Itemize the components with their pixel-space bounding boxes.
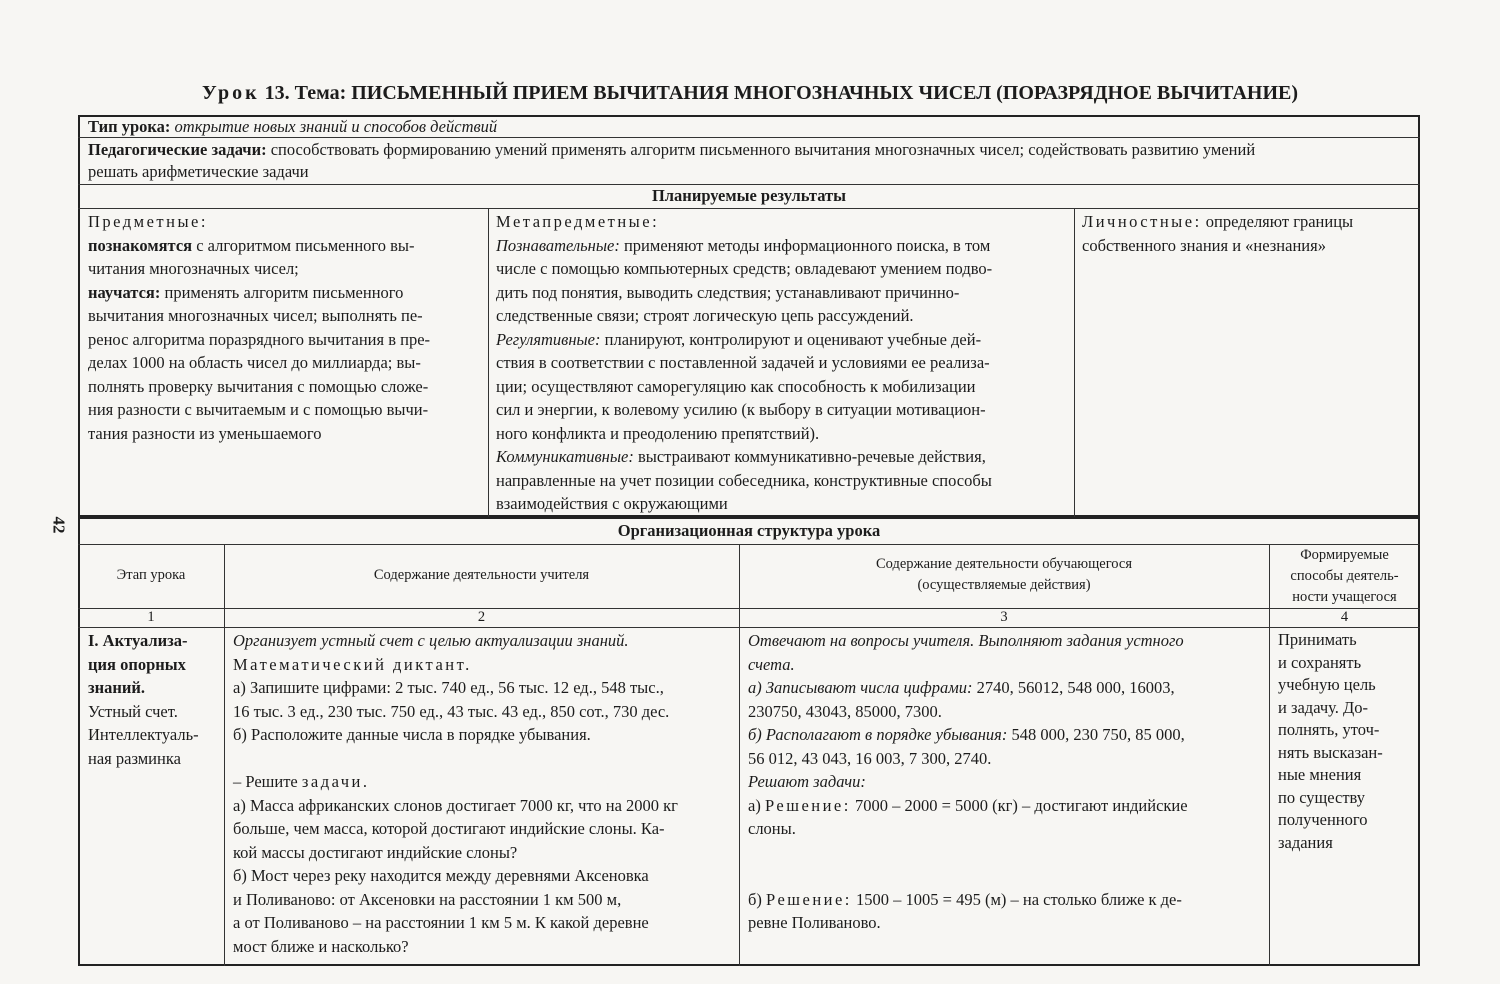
- teacher-activity-cell: [233, 629, 737, 958]
- subject-bold: познакомятся: [88, 235, 193, 255]
- divider: [78, 137, 1420, 138]
- metasubject-results: [496, 210, 1071, 516]
- skills-line: полученного: [1278, 810, 1368, 829]
- skills-line: и сохранять: [1278, 652, 1362, 672]
- student-line: б) Располагают в порядке убывания:: [748, 725, 1008, 744]
- subject-line: с алгоритмом письменного вы-: [196, 235, 415, 255]
- skills-line: и задачу. До-: [1278, 697, 1369, 717]
- teacher-line: больше, чем масса, которой достигают индийские слоны. Ка-: [233, 819, 665, 838]
- meta-label: Коммуникативные:: [496, 447, 634, 466]
- student-line: 7000 – 2000 = 5000 (кг) – достигают индийские: [854, 795, 1188, 815]
- tasks-label: Педагогические задачи:: [88, 140, 267, 159]
- skills-line: полнять, уточ-: [1278, 720, 1380, 739]
- subject-bold: научатся:: [88, 282, 161, 302]
- meta-heading: Метапредметные:: [496, 212, 660, 231]
- column-number: 2: [477, 609, 486, 625]
- meta-label: Познавательные:: [496, 235, 620, 255]
- lesson-type-row: [88, 116, 1408, 137]
- meta-line: применяют методы информационного поиска, в том: [623, 235, 991, 255]
- lesson-title: [80, 82, 1420, 105]
- teacher-line: а от Поливаново – на расстоянии 1 км 5 м. К какой деревне: [233, 913, 649, 932]
- personal-results: [1082, 210, 1417, 257]
- stage-line: Устный счет.: [88, 701, 178, 721]
- subject-line: делах 1000 на область чисел до миллиарда; вы-: [88, 353, 421, 372]
- divider: [78, 544, 1420, 545]
- stage-cell: [88, 629, 222, 770]
- personal-line: собственного знания и «незнания»: [1082, 235, 1326, 255]
- teacher-line: 16 тыс. 3 ед., 230 тыс. 750 ед., 43 тыс. 43 ед., 850 сот., 730 дес.: [233, 701, 670, 721]
- lesson-type-label: Тип урока:: [88, 117, 171, 136]
- meta-line: сил и энергии, к волевому усилию (к выбору в ситуации мотивацион-: [496, 400, 986, 419]
- teacher-line: мост ближе и насколько?: [233, 936, 409, 956]
- divider: [488, 208, 489, 517]
- column-header-teacher: Содержание деятельности учителя: [373, 567, 590, 583]
- divider: [78, 208, 1420, 209]
- teacher-line: кой массы достигают индийские слоны?: [233, 842, 518, 862]
- teacher-line: а) Масса африканских слонов достигает 7000 кг, что на 2000 кг: [233, 795, 678, 815]
- teacher-line: а) Запишите цифрами: 2 тыс. 740 ед., 56 тыс. 12 ед., 548 тыс.,: [233, 678, 664, 697]
- teacher-line: – Решите: [233, 772, 298, 791]
- personal-line: определяют границы: [1205, 212, 1354, 231]
- column-header-student: [739, 554, 1269, 596]
- student-activity-cell: [748, 629, 1266, 935]
- student-line: 230750, 43043, 85000, 7300.: [748, 701, 942, 721]
- student-line: ревне Поливаново.: [748, 913, 881, 932]
- column-header-line: (осуществляемые действия): [917, 577, 1091, 593]
- meta-line: планируют, контролируют и оценивают учебные дей-: [604, 329, 982, 349]
- student-line: а) Записывают числа цифрами:: [748, 678, 973, 697]
- meta-line: ствия в соответствии с поставленной задачей и условиями ее реализа-: [496, 353, 990, 372]
- student-line: Решают задачи:: [748, 772, 866, 791]
- personal-heading: Личностные:: [1082, 212, 1202, 231]
- stage-line: знаний.: [88, 678, 146, 697]
- skills-line: ные мнения: [1278, 765, 1362, 784]
- tasks-line: способствовать формированию умений применять алгоритм письменного вычитания многозначных чисел; содействовать развитию умений: [270, 140, 1256, 159]
- stage-line: ная разминка: [88, 748, 181, 768]
- meta-line: ного конфликта и преодолению препятствий).: [496, 423, 820, 443]
- subject-heading: Предметные:: [88, 212, 208, 231]
- subject-line: читания многозначных чисел;: [88, 259, 299, 278]
- column-header-line: Содержание деятельности обучающегося: [875, 556, 1133, 572]
- subject-results: [88, 210, 483, 445]
- student-line: 548 000, 230 750, 85 000,: [1011, 725, 1185, 744]
- stage-line: Интеллектуаль-: [88, 725, 199, 744]
- student-line: Решение:: [764, 795, 851, 815]
- student-line: счета.: [748, 654, 795, 674]
- subject-line: ния разности с вычитаемым и с помощью вычи-: [88, 400, 429, 419]
- column-header-line: ности учащегося: [1292, 589, 1397, 605]
- column-header-line: способы деятель-: [1290, 568, 1399, 584]
- stage-line: I. Актуализа-: [88, 631, 188, 650]
- lesson-number: 13.: [264, 82, 290, 104]
- planned-results-header: Планируемые результаты: [651, 186, 847, 205]
- skills-cell: [1278, 629, 1418, 854]
- subject-line: ренос алгоритма поразрядного вычитания в пре-: [88, 329, 431, 349]
- subject-line: полнять проверку вычитания с помощью сложе-: [88, 376, 429, 396]
- subject-line: применять алгоритм письменного: [164, 282, 404, 302]
- skills-line: по существу: [1278, 787, 1366, 807]
- divider: [1074, 208, 1075, 517]
- meta-line: ции; осуществляют саморегуляцию как способность к мобилизации: [496, 376, 976, 396]
- theme-text: ПИСЬМЕННЫЙ ПРИЕМ ВЫЧИТАНИЯ МНОГОЗНАЧНЫХ ЧИСЕЛ (ПОРАЗРЯДНОЕ ВЫЧИТАНИЕ): [351, 82, 1299, 104]
- column-number: 4: [1340, 609, 1349, 625]
- subject-line: вычитания многозначных чисел; выполнять пе-: [88, 306, 423, 325]
- lesson-type-value: открытие новых знаний и способов действий: [174, 117, 498, 136]
- teacher-line: Математический диктант.: [233, 654, 472, 674]
- skills-line: задания: [1278, 832, 1333, 852]
- meta-line: направленные на учет позиции собеседника, конструктивные способы: [496, 470, 992, 490]
- meta-label: Регулятивные:: [496, 329, 601, 349]
- page-number: 42: [49, 516, 69, 534]
- teacher-line: б) Мост через реку находится между деревнями Аксеновка: [233, 866, 649, 885]
- column-header-stage: Этап урока: [116, 567, 186, 583]
- teacher-line: Организует устный счет с целью актуализации знаний.: [233, 631, 629, 650]
- theme-label: Тема:: [294, 82, 347, 104]
- column-number: 3: [1000, 609, 1008, 625]
- meta-line: дить под понятия, выводить следствия; устанавливают причинно-: [496, 282, 960, 302]
- meta-line: числе с помощью компьютерных средств; овладевают умением подво-: [496, 259, 993, 278]
- meta-line: выстраивают коммуникативно-речевые действия,: [637, 447, 986, 466]
- teacher-line: задачи.: [301, 772, 370, 791]
- student-line: 56 012, 43 043, 16 003, 7 300, 2740.: [748, 748, 992, 768]
- student-line: Отвечают на вопросы учителя. Выполняют задания устного: [748, 631, 1184, 650]
- divider: [78, 627, 1420, 628]
- tasks-line: решать арифметические задачи: [88, 162, 309, 181]
- column-header-skills: [1269, 545, 1420, 608]
- subject-line: тания разности из уменьшаемого: [88, 423, 322, 443]
- teacher-line: и Поливаново: от Аксеновки на расстоянии 1 км 500 м,: [233, 889, 622, 909]
- stage-line: ция опорных: [88, 654, 186, 674]
- skills-line: Принимать: [1278, 630, 1357, 649]
- column-number: 1: [147, 609, 155, 625]
- lesson-word: Урок: [201, 82, 260, 104]
- student-line: слоны.: [748, 819, 796, 838]
- student-line: 2740, 56012, 548 000, 16003,: [976, 678, 1175, 697]
- student-line: 1500 – 1005 = 495 (м) – на столько ближе к де-: [856, 889, 1182, 909]
- student-line: а): [748, 795, 761, 815]
- meta-line: взаимодействия с окружающими: [496, 494, 728, 513]
- meta-line: следственные связи; строят логическую цепь рассуждений.: [496, 306, 914, 325]
- pedagogical-tasks-row: [88, 139, 1413, 183]
- student-line: б): [748, 889, 762, 909]
- column-header-line: Формируемые: [1300, 547, 1389, 563]
- student-line: Решение:: [766, 889, 852, 909]
- skills-line: учебную цель: [1278, 675, 1376, 694]
- teacher-line: б) Расположите данные числа в порядке убывания.: [233, 725, 591, 744]
- structure-header: Организационная структура урока: [617, 521, 881, 540]
- skills-line: нять высказан-: [1278, 742, 1383, 762]
